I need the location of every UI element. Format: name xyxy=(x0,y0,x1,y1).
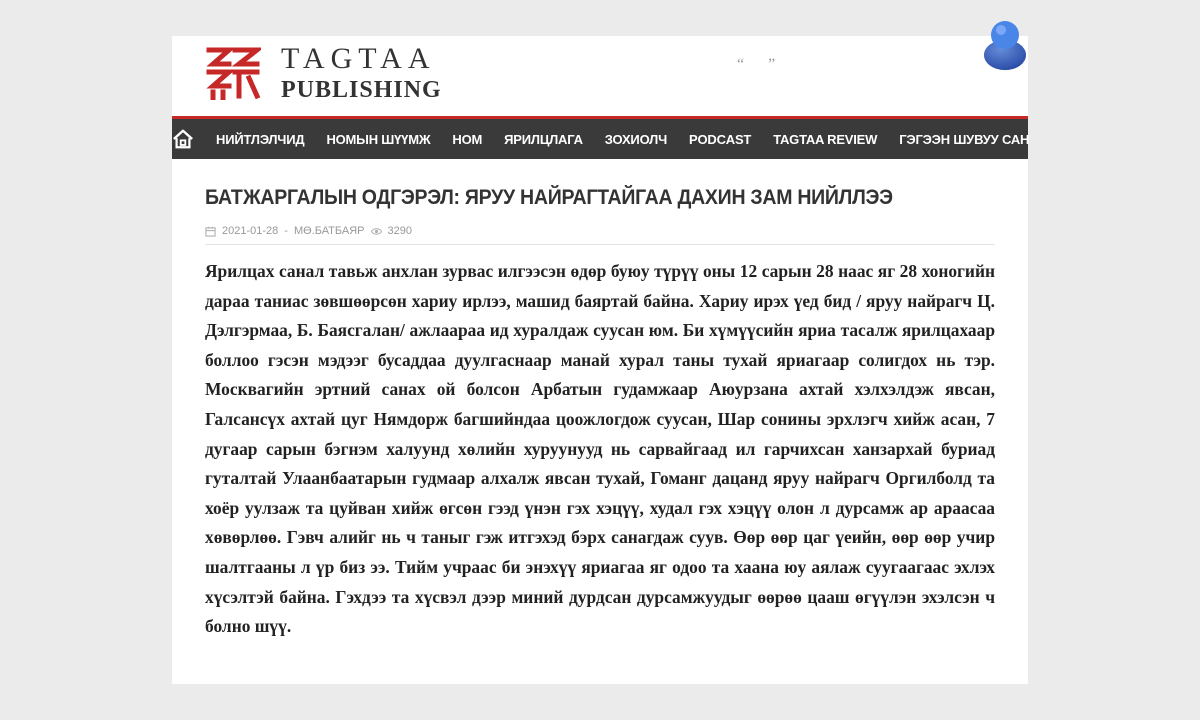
main-nav xyxy=(172,119,1028,159)
nav-item-tagtaa-review[interactable]: TAGTAA REVIEW xyxy=(773,131,878,147)
home-icon xyxy=(172,128,194,150)
view-count: 3290 xyxy=(387,225,412,237)
title-divider xyxy=(205,244,995,245)
tagtaa-logo-icon[interactable] xyxy=(205,44,261,100)
nav-item-gegeen-shuvuu-san[interactable]: ГЭГЭЭН ШУВУУ САН xyxy=(899,131,1030,147)
article-page xyxy=(172,36,1028,684)
calendar-icon xyxy=(205,226,216,237)
article-title: БАТЖАРГАЛЫН ОДГЭРЭЛ: ЯРУУ НАЙРАГТАЙГАА ДАХИН ЗАМ НИЙЛЛЭЭ xyxy=(205,186,893,209)
logo-line1: TAGTAA xyxy=(281,42,436,75)
site-header xyxy=(172,36,1028,118)
nav-item-podcast[interactable]: PODCAST xyxy=(689,131,752,147)
nav-item-writers[interactable]: ЗОХИОЛЧ xyxy=(604,131,668,147)
article-meta xyxy=(205,225,412,237)
article-body: Ярилцах санал тавьж анхлан зурвас илгээсэн өдөр буюу түрүү оны 12 сарын 28 наас яг 28 хоногийн дараа таниас зөвшөөрсөн хариу ирлээ, машид баяртай байна. Хариу ирэх үед бид / яруу найрагч Ц. Дэлгэрмаа, Б. Баясгалан/ ажлаараа ид хуралдаж суусан юм. Би хүмүүсийн яриа тасалж ярилцахаар боллоо гэсэн мэдээг бусаддаа дуулгаснаар манай хурал таны тухай яриагаар солигдох нь тэр. Москвагийн эртний санах ой болсон Арбатын гудамжаар Аюурзана ахтай хэлхэлдэж явсан, Галсансүх ахтай цуг Нямдорж багшийндаа цоожлогдож суусан, Шар сонины эрхлэгч хийж асан, 7 дугаар сарын бэгнэм халуунд хөлийн хуруунууд нь сарвайгаад ил гарчихсан ханзархай буриад гуталтай Улаанбаатарын гудмаар алхалж явсан тухай, Гоманг дацанд яруу найрагч Оргилболд та хоёр уулзаж та цуйван хийж өгсөн гээд үнэн гэх хэцүү, худал гэх хэцүү олон л дурсамж ар араасаа хөвөрлөө. Гэвч алийг нь ч таныг гэж итгэхэд бэрх санагдаж суув. Өөр өөр цаг үеийн, өөр өөр учир шалтгааны л үр биз ээ. Тийм учраас би энэхүү яриагаа яг одоо та хаана юу аялаж суугаагаас эхлэх хүсэлтэй байна. Гэхдээ та хүсвэл дээр миний дурдсан дурсамжуудыг өөрөө цааш өгүүлэн эхэлсэн ч болно шүү. xyxy=(205,261,995,637)
nav-item-interviews[interactable]: ЯРИЛЦЛАГА xyxy=(504,131,583,147)
nav-item-books[interactable]: НОМ xyxy=(452,131,483,147)
meta-separator: - xyxy=(284,225,288,237)
nav-item-book-reviews[interactable]: НОМЫН ШҮҮМЖ xyxy=(326,131,431,147)
logo-wordmark[interactable] xyxy=(281,42,442,104)
logo-line2: PUBLISHING xyxy=(281,77,442,103)
nav-home[interactable] xyxy=(172,119,194,159)
eye-icon xyxy=(371,226,382,237)
article-date: 2021-01-28 xyxy=(222,225,279,237)
nav-item-columnists[interactable]: НИЙТЛЭЛЧИД xyxy=(216,131,305,147)
avatar-pin-icon[interactable] xyxy=(982,18,1028,72)
article-author[interactable]: МӨ.БАТБАЯР xyxy=(293,225,365,237)
quote-marks: “ ” xyxy=(737,56,786,73)
